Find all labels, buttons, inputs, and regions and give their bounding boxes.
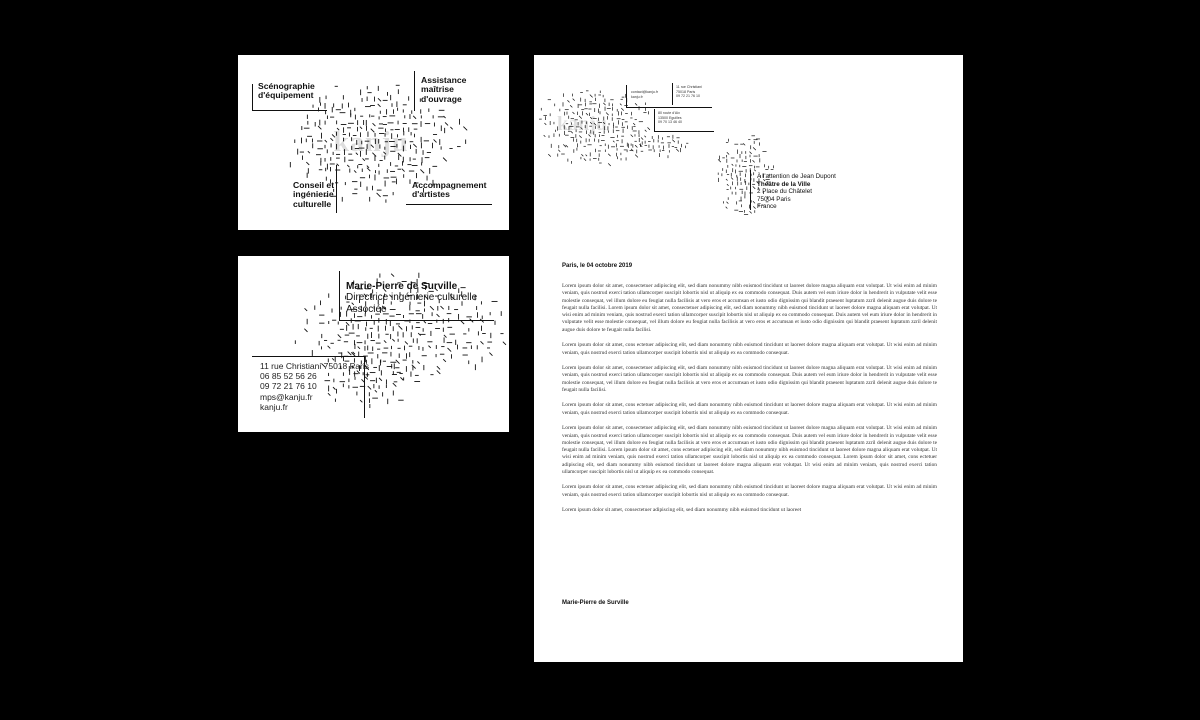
divider (654, 109, 655, 131)
contact-name: Marie-Pierre de Surville (346, 281, 458, 292)
pattern-dash (305, 308, 308, 311)
pattern-dash (608, 154, 610, 156)
pattern-dash (753, 201, 755, 203)
recipient-street: 2 Place du Châtelet (757, 188, 812, 196)
pattern-dash (563, 144, 566, 147)
pattern-dash (749, 152, 751, 154)
pattern-dash (332, 358, 334, 360)
pattern-dash (402, 169, 405, 172)
pattern-dash (375, 390, 377, 392)
pattern-dash (726, 207, 728, 209)
divider (252, 110, 327, 111)
pattern-dash (608, 163, 611, 166)
pattern-dash (412, 365, 416, 369)
pattern-dash (631, 135, 633, 137)
pattern-dash (405, 341, 408, 344)
contact-address: 11 rue Christiani 75018 Paris (260, 361, 369, 371)
letter-date: Paris, le 04 octobre 2019 (562, 263, 633, 269)
pattern-dash (424, 321, 426, 323)
role-title: Directrice ingénierie culturelle (346, 292, 478, 303)
divider (626, 85, 627, 107)
pattern-dash (348, 352, 352, 356)
pattern-dash (672, 140, 675, 143)
pattern-dash (644, 136, 646, 138)
pattern-dash (379, 378, 382, 381)
pattern-dash (378, 98, 381, 101)
pattern-dash (354, 170, 356, 172)
pattern-dash (603, 103, 605, 105)
pattern-dash (573, 99, 575, 101)
pattern-dash (396, 360, 400, 364)
pattern-dash (544, 135, 546, 137)
pattern-dash (621, 108, 623, 110)
business-card-back (238, 256, 509, 432)
pattern-dash (590, 95, 593, 98)
service-label-scenographie: Scénographie d'équipement (258, 81, 315, 101)
pattern-dash (753, 147, 756, 150)
pattern-dash (727, 184, 729, 186)
pattern-dash (584, 159, 586, 161)
service-label-accompagnement: Accompagnement d'artistes (412, 180, 487, 200)
pattern-dash (393, 383, 397, 387)
contact-details (260, 361, 369, 412)
pattern-dash (306, 162, 309, 165)
contact-email: mps@kanju.fr (260, 391, 313, 402)
pattern-dash (450, 127, 452, 129)
pattern-dash (398, 326, 402, 330)
service-label-conseil: Conseil et ingénierie culturelle (293, 180, 335, 209)
divider (414, 71, 415, 111)
pattern-dash (726, 202, 728, 204)
divider (252, 356, 364, 357)
header-email: contact@kanju.fr kanju.fr (631, 90, 659, 99)
pattern-dash (384, 340, 386, 342)
recipient-country: France (757, 203, 777, 211)
paragraph: Lorem ipsum dolor sit amet, consectetuer adipiscing elit, sed diam nonummy nibh euismod tincidunt ut laoreet dolore magna aliquam erat volutpat. Ut wisi enim ad minim veniam, quis nostrud exerci tation ullamcorper suscipit lobortis nisl ut aliquip ex ea commodo consequat. Duis autem vel eum iriure dolor in hendrerit in vulputate velit esse molestie consequat, vel illum dolore eu feugiat nulla facilisis at vero eros et accumsan et iusto odio dignissim qui blandit praesent luptatum zzril delenit augue duis dolore te feugait nulla facilisi. Lorem ipsum dolor sit amet, consectetuer adipiscing elit, sed diam nonummy nibh euismod tincidunt ut laoreet dolore magna aliquam erat volutpat. Ut wisi enim ad minim veniam, quis nostrud exerci tation ullamcorper suscipit lobortis nisl ut aliquip ex ea commodo consequat. Duis autem vel eum iriure dolor in hendrerit in vulputate velit esse molestie consequat, vel illum dolore eu feugiat nulla facilisis at vero eros et accumsan et iusto odio dignissim qui blandit praesent luptatum zzril delenit augue duis dolore te feugait nulla facilisi. (562, 283, 937, 333)
kanju-logo: kanju (556, 113, 608, 135)
pattern-dash (392, 339, 394, 341)
pattern-dash (367, 166, 369, 168)
pattern-dash (445, 122, 448, 125)
pattern-dash (420, 169, 424, 173)
letter-body (562, 283, 937, 523)
pattern-dash (481, 341, 484, 344)
pattern-dash (434, 139, 437, 142)
pattern-dash (749, 211, 751, 213)
recipient-attention: À l'attention de Jean Dupont (757, 173, 836, 180)
pattern-dash (635, 145, 637, 147)
pattern-dash (304, 329, 307, 332)
paragraph: Lorem ipsum dolor sit amet, consectetuer adipiscing elit, sed diam nonummy nibh euismod tincidunt ut laoreet dolore magna aliquam erat volutpat. Ut wisi enim ad minim veniam, quis nostrud exerci tation ullamcorper suscipit lobortis nisl ut aliquip ex ea commodo consequat. Duis autem vel eum iriure dolor in hendrerit in vulputate velit esse molestie consequat, vel illum dolore eu feugiat nulla facilisis at vero eros et accumsan et iusto odio dignissim qui blandit praesent luptatum zzril delenit augue duis dolore te feugait nulla facilisi. Lorem ipsum dolor sit amet, cons ectetuer adipiscing elit, sed diam nonummy nibh euismod tincidunt ut laoreet dolore magna aliquam erat volutpat. Ut wisi enim ad minim veniam, quis nostrud exerci tation ullamcorper suscipit lobortis nisl ut aliquip ex ea commodo consequat. Lorem ipsum dolor sit amet, cons ectetuer adipiscing elit, sed diam nonummy nibh euismod tincidunt ut laoreet dolore magna aliquam erat volutpat. Ut wisi enim ad minim veniam, quis nostrud exerci tation ullamcorper suscipit lobortis nisl ut aliquip ex ea commodo consequat. (562, 425, 937, 475)
pattern-dash (641, 138, 643, 140)
contact-role (346, 292, 477, 315)
pattern-dash (586, 155, 587, 156)
pattern-dash (378, 104, 381, 107)
pattern-dash (400, 377, 403, 380)
pattern-dash (676, 149, 679, 152)
pattern-dash (613, 141, 614, 142)
divider (672, 83, 673, 105)
pattern-dash (581, 154, 583, 156)
header-paris-address: 11 rue Christiani 75018 Paris 09 72 21 76 10 (676, 85, 702, 99)
pattern-dash (417, 361, 419, 363)
pattern-dash (635, 155, 638, 158)
pattern-dash (570, 105, 572, 107)
pattern-dash (338, 334, 341, 337)
pattern-dash (640, 144, 643, 147)
kanju-logo: kanju (333, 127, 409, 158)
divider (654, 131, 714, 132)
paragraph: Lorem ipsum dolor sit amet, cons ectetuer adipiscing elit, sed diam nonummy nibh euismod tincidunt ut laoreet dolore magna aliquam erat volutpat. Ut wisi enim ad minim veniam, quis nostrud exerci tation ullamcorper suscipit lobortis nisl ut aliquip ex ea commodo consequat. (562, 402, 937, 416)
divider (336, 165, 337, 213)
pattern-dash (753, 186, 756, 189)
dash-pattern (534, 55, 963, 225)
pattern-dash (463, 127, 467, 131)
pattern-dash (635, 103, 637, 105)
pattern-dash (447, 348, 451, 352)
pattern-dash (647, 127, 649, 129)
signature: Marie-Pierre de Surville (562, 600, 629, 606)
recipient-city: 75004 Paris (757, 195, 791, 203)
pattern-dash (718, 159, 721, 162)
business-card-front (238, 55, 509, 230)
pattern-dash (444, 116, 446, 118)
paragraph: Lorem ipsum dolor sit amet, cons ectetuer adipiscing elit, sed diam nonummy nibh euismod tincidunt ut laoreet dolore magna aliquam erat volutpat. Ut wisi enim ad minim veniam, quis nostrud exerci tation ullamcorper suscipit lobortis nisl ut aliquip ex ea commodo consequat. (562, 484, 937, 498)
divider (339, 320, 494, 321)
pattern-dash (428, 346, 430, 348)
pattern-dash (318, 126, 321, 129)
pattern-dash (620, 104, 622, 106)
pattern-dash (328, 346, 331, 349)
pattern-dash (558, 150, 560, 152)
pattern-dash (358, 347, 360, 349)
pattern-dash (503, 342, 506, 345)
divider (406, 204, 492, 205)
contact-phone: 09 72 21 76 10 (260, 381, 317, 392)
pattern-dash (413, 116, 416, 119)
pattern-dash (347, 165, 349, 167)
paragraph: Lorem ipsum dolor sit amet, consectetuer adipiscing elit, sed diam nonummy nibh euismod tincidunt ut laoreet dolore magna aliquam erat volutpat. Ut wisi enim ad minim veniam, quis nostrud exerci tation ullamcorper suscipit lobortis nisl ut aliquip ex ea commodo consequat. Duis autem vel eum iriure dolor in hendrerit in vulputate velit esse molestie consequat, vel illum dolore eu feugiat nulla facilisis at vero eros et accumsan et iusto odio dignissim qui blandit praesent luptatum zzril delenit augue duis dolore te feugait nulla facilisi. (562, 365, 937, 393)
paragraph: Lorem ipsum dolor sit amet, cons ectetuer adipiscing elit, sed diam nonummy nibh euismod tincidunt ut laoreet dolore magna aliquam erat volutpat. Ut wisi enim ad minim veniam, quis nostrud exerci tation ullamcorper suscipit lobortis nisl ut aliquip ex ea commodo consequat. (562, 342, 937, 356)
pattern-dash (489, 353, 492, 356)
pattern-dash (443, 158, 447, 162)
pattern-dash (567, 100, 569, 102)
pattern-dash (753, 160, 755, 162)
pattern-dash (727, 152, 729, 154)
letterhead-page (534, 55, 963, 662)
pattern-dash (732, 164, 734, 166)
pattern-dash (367, 168, 370, 171)
role-status: Associée (346, 303, 387, 315)
recipient-company: Théâtre de la Ville (757, 180, 811, 188)
pattern-dash (726, 179, 728, 181)
pattern-dash (548, 154, 551, 157)
divider (339, 271, 340, 321)
pattern-dash (633, 123, 635, 125)
pattern-dash (377, 193, 381, 197)
pattern-dash (437, 366, 440, 369)
pattern-dash (544, 123, 546, 125)
recipient-address (757, 173, 836, 211)
pattern-dash (731, 178, 733, 180)
divider (252, 84, 253, 111)
contact-website: kanju.fr (260, 401, 288, 412)
divider (750, 170, 751, 210)
pattern-dash (444, 335, 447, 338)
pattern-dash (753, 206, 755, 208)
pattern-dash (308, 151, 310, 153)
pattern-dash (461, 321, 464, 324)
pattern-dash (373, 123, 376, 126)
pattern-dash (437, 370, 441, 374)
pattern-dash (645, 130, 647, 132)
pattern-dash (443, 359, 446, 362)
pattern-dash (391, 274, 394, 277)
contact-mobile: 06 85 52 56 26 (260, 371, 317, 382)
pattern-dash (743, 143, 745, 145)
pattern-dash (754, 170, 756, 172)
service-label-assistance: Assistance maîtrise d'ouvrage (421, 75, 467, 104)
header-second-address: 80 route d'Aix 13500 Eguilles 09 70 13 46 40 (658, 111, 682, 125)
divider (626, 107, 712, 108)
paragraph: Lorem ipsum dolor sit amet, consectetuer adipiscing elit, sed diam nonummy nibh euismod tincidunt ut laoreet (562, 507, 802, 514)
